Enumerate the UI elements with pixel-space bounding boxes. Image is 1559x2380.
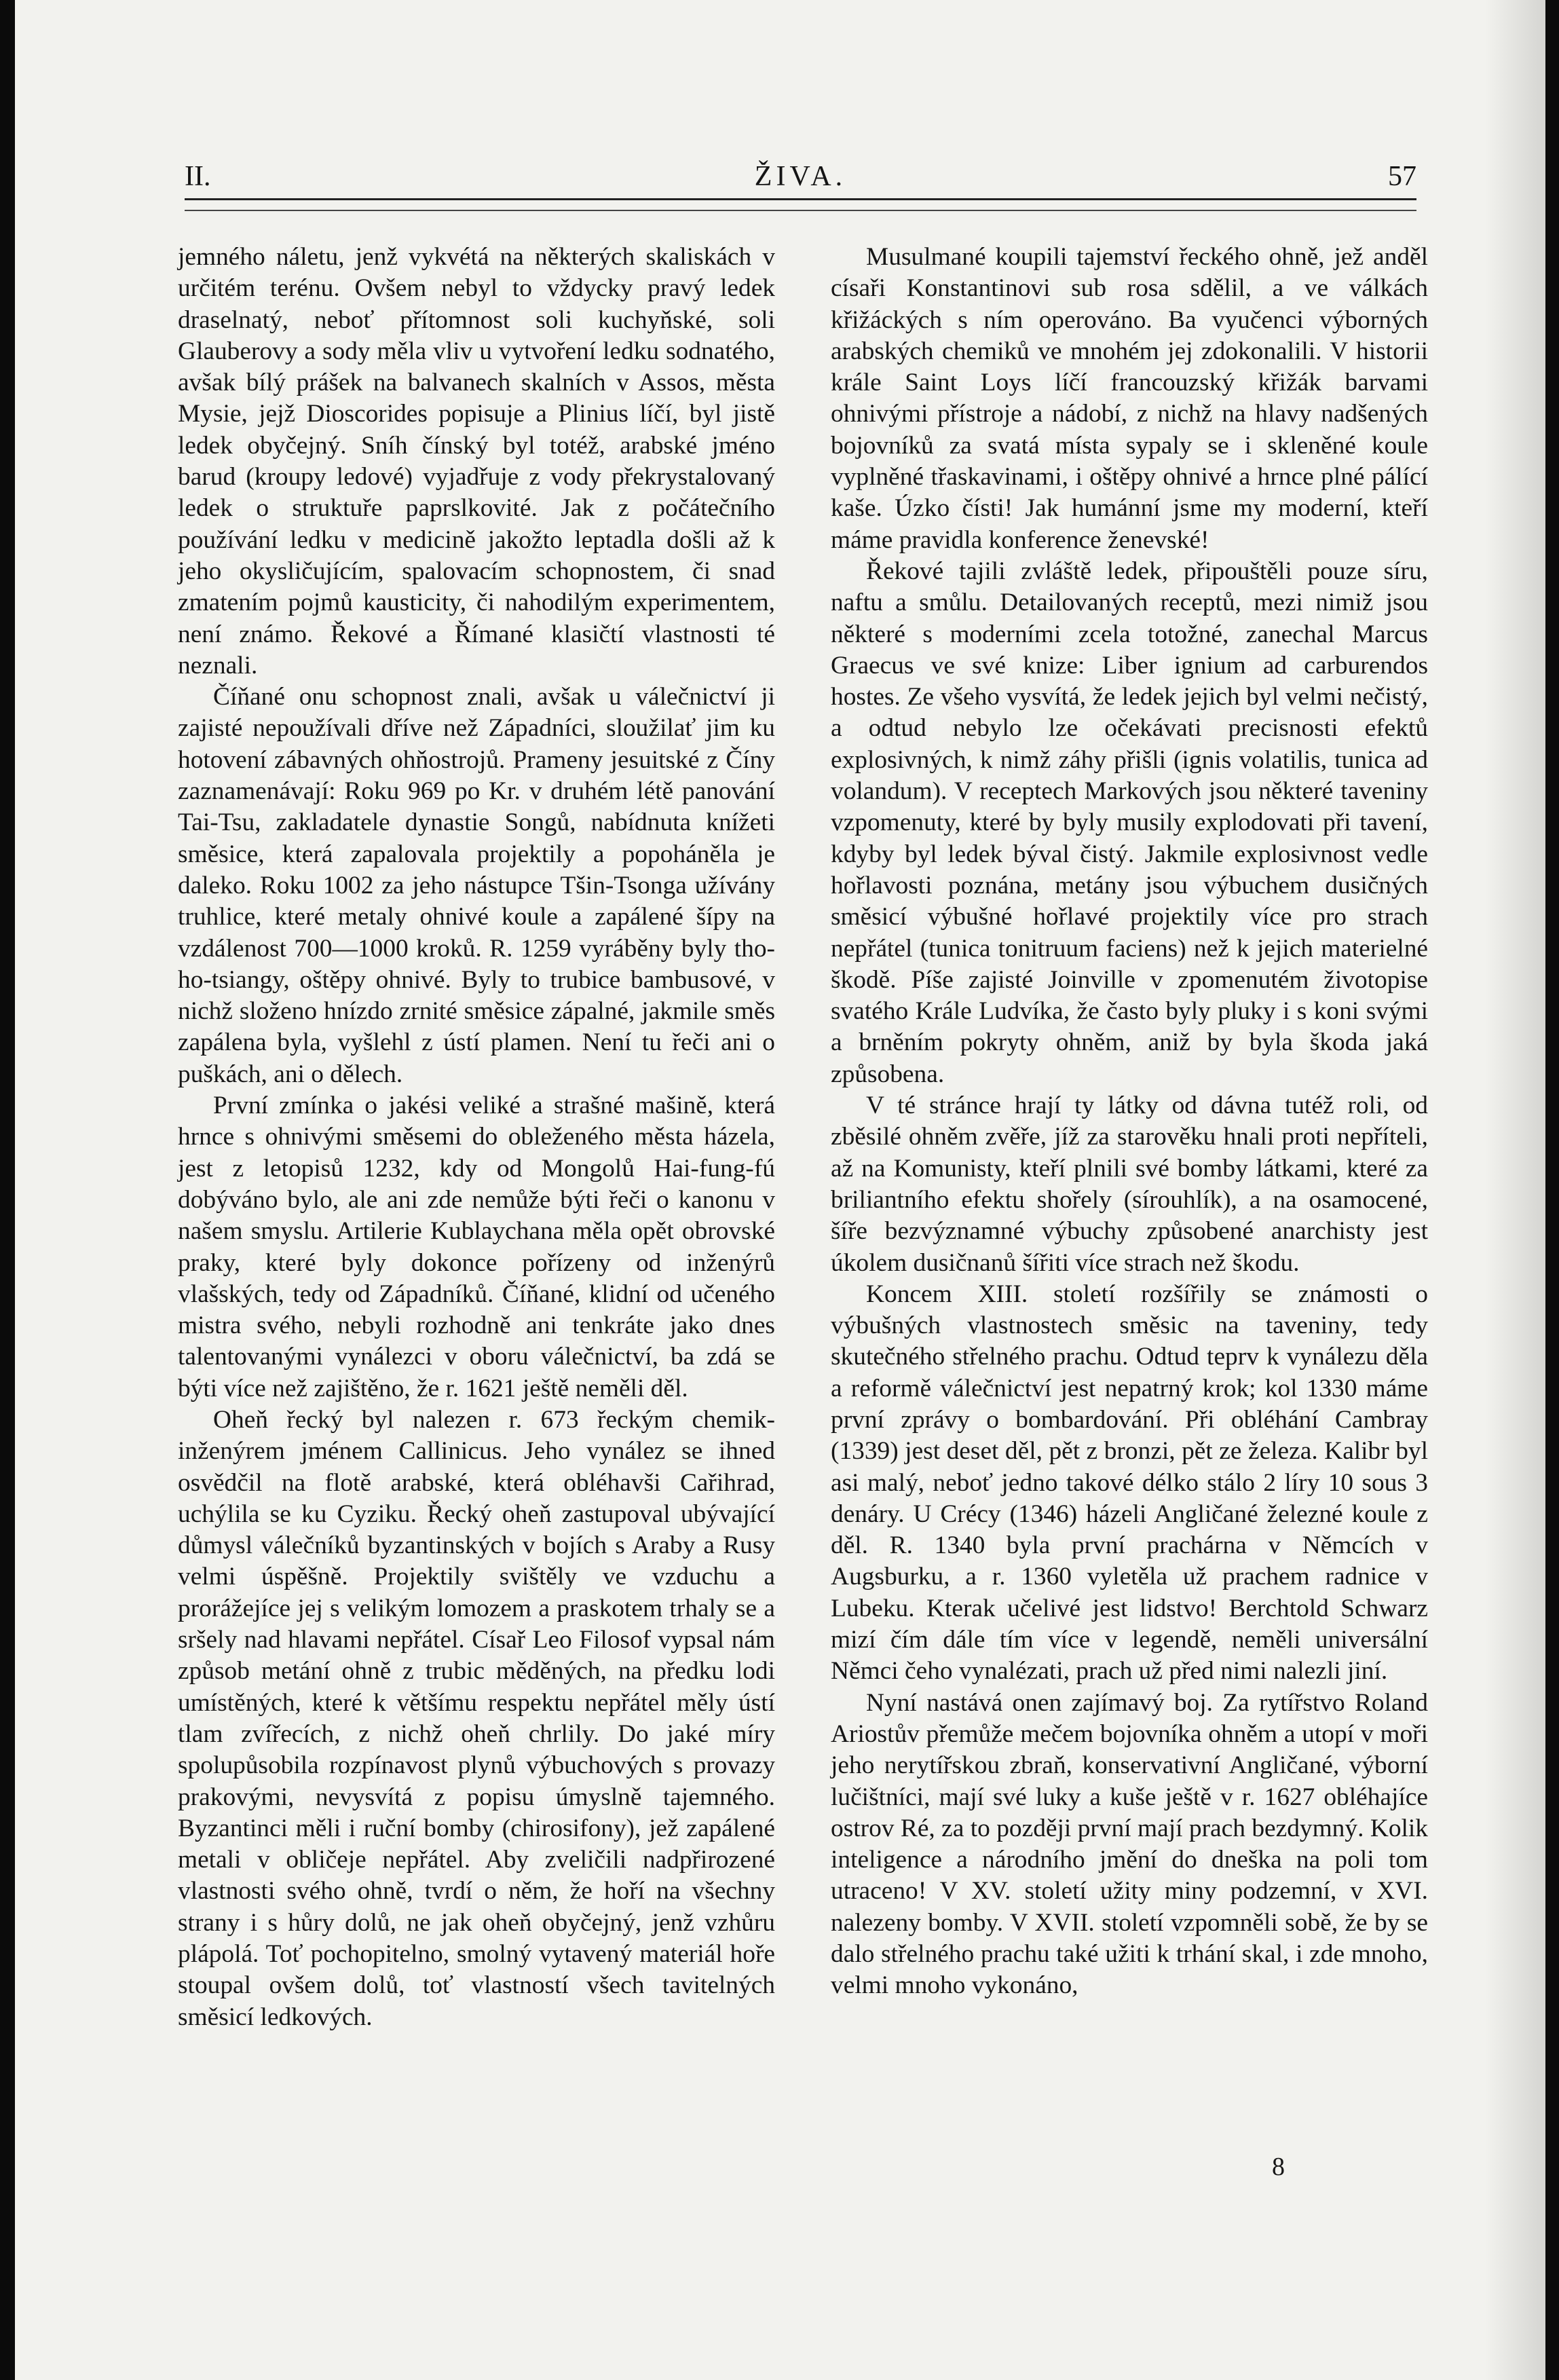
paragraph: jemného náletu, jenž vykvétá na některých skaliskách v určitém terénu. Ovšem nebyl to vždycky pravý ledek draselnatý, neboť přítomnost soli kuchyňské, soli Glauberovy a sody měla vliv u vytvoření ledku sodnatého, avšak bílý prášek na balvanech skalních v Assos, města Mysie, jejž Dioscorides popisuje a Plinius líčí, byl jistě ledek obyčejný. Sníh čínský byl totéž, arabské jméno barud (kroupy ledové) vyjadřuje z vody překrystalovaný ledek o struktuře paprslkovité. Jak z počátečního používání ledku v medicině jakožto leptadla došli až k jeho okysličujícím, spalovacím schopnostem, či snad zmatením pojmů kausticity, či nahodilým experimentem, není známo. Řekové a Římané klasičtí vlastnosti té neznali. (178, 243, 775, 680)
journal-page (15, 0, 1545, 2380)
paragraph: Řekové tajili zvláště ledek, připouštěli pouze síru, naftu a smůlu. Detailovaných receptů, mezi nimiž jsou některé s moderními zcela totožné, zanechal Marcus Graecus ve své knize: Liber ignium ad carburendos hostes. Ze všeho vysvítá, že ledek jejich byl velmi nečistý, a odtud nebylo lze očekávati precisnosti efektů explosivných, k nimž záhy přišli (ignis volatilis, tunica ad volandum). V receptech Markových jsou některé taveniny vzpomenuty, které by byly musily explodovati při tavení, kdyby byl ledek býval čistý. Jakmile explosivnost vedle hořlavosti poznána, metány jsou výbuchem dusičných směsicí výbušné hořlavé projektily více pro strach nepřátel (tunica tonitruum faciens) než k jejich materielné škodě. Píše zajisté Joinville v zpomenutém životopise svatého Krále Ludvíka, že často byly pluky i s koni svými a brněním pokryty ohněm, aniž by byla škoda jaká způsobena. (831, 557, 1428, 1088)
paragraph: Musulmané koupili tajemství řeckého ohně, jež anděl císaři Konstantinovi sub rosa sdělil, a ve válkách křižáckých s ním operováno. Ba vyučenci výborných arabských chemiků ve mnohém jej zdokonalili. V historii krále Saint Loys líčí francouzský křižák barvami ohnivými přístroje a nádobí, z nichž na hlavy nadšených bojovníků za svatá místa sypaly se i skleněné koule vyplněné třaskavinami, i oštěpy ohnivé a hrnce plné pálící kaše. Úzko čísti! Jak humánní jsme my moderní, kteří máme pravidla konference ženevské! (831, 243, 1428, 554)
header-rule (185, 198, 1416, 211)
paragraph: První zmínka o jakési veliké a strašné mašině, která hrnce s ohnivými směsemi do obleženého města házela, jest z letopisů 1232, kdy od Mongolů Hai-fung-fú dobýváno bylo, ale ani zde nemůže býti řeči o kanonu v našem smyslu. Artilerie Kublaychana měla opět obrovské praky, které byly dokonce pořízeny od inženýrů vlašských, tedy od Západníků. Číňané, klidní od učeného mistra svého, nebyli rozhodně ani tenkráte jako dnes talentovanými vynálezci v oboru válečnictví, ba zdá se býti více než zajištěno, že r. 1621 ještě neměli děl. (178, 1092, 775, 1402)
running-head (185, 160, 1416, 201)
paragraph: Nyní nastává onen zajímavý boj. Za rytířstvo Roland Ariostův přemůže mečem bojovníka ohněm a utopí v moři jeho nerytířskou zbraň, konservativní Angličané, výborní lučištníci, mají své luky a kuše ještě v r. 1627 obléhajíce ostrov Ré, za to později první mají prach bezdymný. Kolik inteligence a národního jmění do dneška na poli tom utraceno! V XV. století užity miny podzemní, v XVI. nalezeny bomby. V XVII. století vzpomněli sobě, že by se dalo střelného prachu také užiti k trhání skal, i zde mnoho, velmi mnoho vykonáno, (831, 1688, 1428, 2000)
volume-number: II. (185, 161, 211, 192)
right-column (831, 242, 1428, 2002)
page-number: 57 (1388, 161, 1416, 192)
signature-mark: 8 (1272, 2153, 1285, 2181)
journal-title: ŽIVA. (754, 161, 847, 192)
page-edge-shadow (1484, 0, 1545, 2380)
paragraph: Koncem XIII. století rozšířily se známosti o výbušných vlastnostech směsic na taveniny, tedy skutečného střelného prachu. Odtud teprv k vynálezu děla a reformě válečnictví jest nepatrný krok; kol 1330 máme první zprávy o bombardování. Při obléhání Cambray (1339) jest deset děl, pět z bronzi, pět ze železa. Kalibr byl asi malý, neboť jedno takové délko stálo 2 líry 10 sous 3 denáry. U Crécy (1346) házeli Angličané železné koule z děl. R. 1340 byla první prachárna v Němcích v Augsburku, a r. 1360 vyletěla už prachem radnice v Lubeku. Kterak učelivé jest lidstvo! Berchtold Schwarz mizí čím dále tím více v legendě, neměli universální Němci čeho vynalézati, prach už před nimi nalezli jiní. (831, 1280, 1428, 1686)
paragraph: Číňané onu schopnost znali, avšak u válečnictví ji zajisté nepoužívali dříve než Západníci, sloužilať jim ku hotovení zábavných ohňostrojů. Prameny jesuitské z Číny zaznamenávají: Roku 969 po Kr. v druhém létě panování Tai-Tsu, zakladatele dynastie Songů, nabídnuta knížeti směsice, která zapalovala projektily a popoháněla je daleko. Roku 1002 za jeho nástupce Tšin-Tsonga užívány truhlice, které metaly ohnivé koule a zapálené šípy na vzdálenost 700—1000 kroků. R. 1259 vyráběny byly tho-ho-tsiangy, oštěpy ohnivé. Byly to trubice bambusové, v nichž složeno hnízdo zrnité směsice zápalné, jakmile směs zapálena byla, vyšlehl z ústí plamen. Není tu řeči ani o puškách, ani o dělech. (178, 683, 775, 1088)
paragraph: V té stránce hrají ty látky od dávna tutéž roli, od zběsilé ohněm zvěře, jíž za starověku hnali proti nepříteli, až na Komunisty, kteří plnili své bomby látkami, které za briliantního efektu shořely (sírouhlík), a na osamocené, šíře bezvýznamné výbuchy způsobené anarchisty jest úkolem dusičnanů šířiti více strach než škodu. (831, 1092, 1428, 1277)
paragraph: Oheň řecký byl nalezen r. 673 řeckým chemik-inženýrem jménem Callinicus. Jeho vynález se ihned osvědčil na flotě arabské, která obléhavši Cařihrad, uchýlila se ku Cyziku. Řecký oheň zastupoval ubývající důmysl válečníků byzantinských v bojích s Araby a Rusy velmi úspěšně. Projektily svištěly ve vzduchu a prorážejíce jej s velikým lomozem a praskotem trhaly se a sršely nad hlavami nepřátel. Císař Leo Filosof vypsal nám způsob metání ohně z trubic měděných, na předku lodi umístěných, které k většímu respektu nepřátel měly ústí tlam zvířecích, z nichž oheň chrlily. Do jaké míry spolupůsobila rozpínavost plynů výbuchových s provazy prakovými, nevysvítá z popisu úmyslně tajemného. Byzantinci měli i ruční bomby (chirosifony), jež zapálené metali v obličeje nepřátel. Aby zveličili nadpřirozené vlastnosti svého ohně, tvrdí o něm, že hoří na všechny strany i s hůry dolů, ne jak oheň obyčejný, jenž vzhůru plápolá. Toť pochopitelno, smolný vytavený materiál hoře stoupal ovšem dolů, toť vlastností všech tavitelných směsicí ledkových. (178, 1405, 775, 2031)
left-column (178, 242, 775, 2033)
